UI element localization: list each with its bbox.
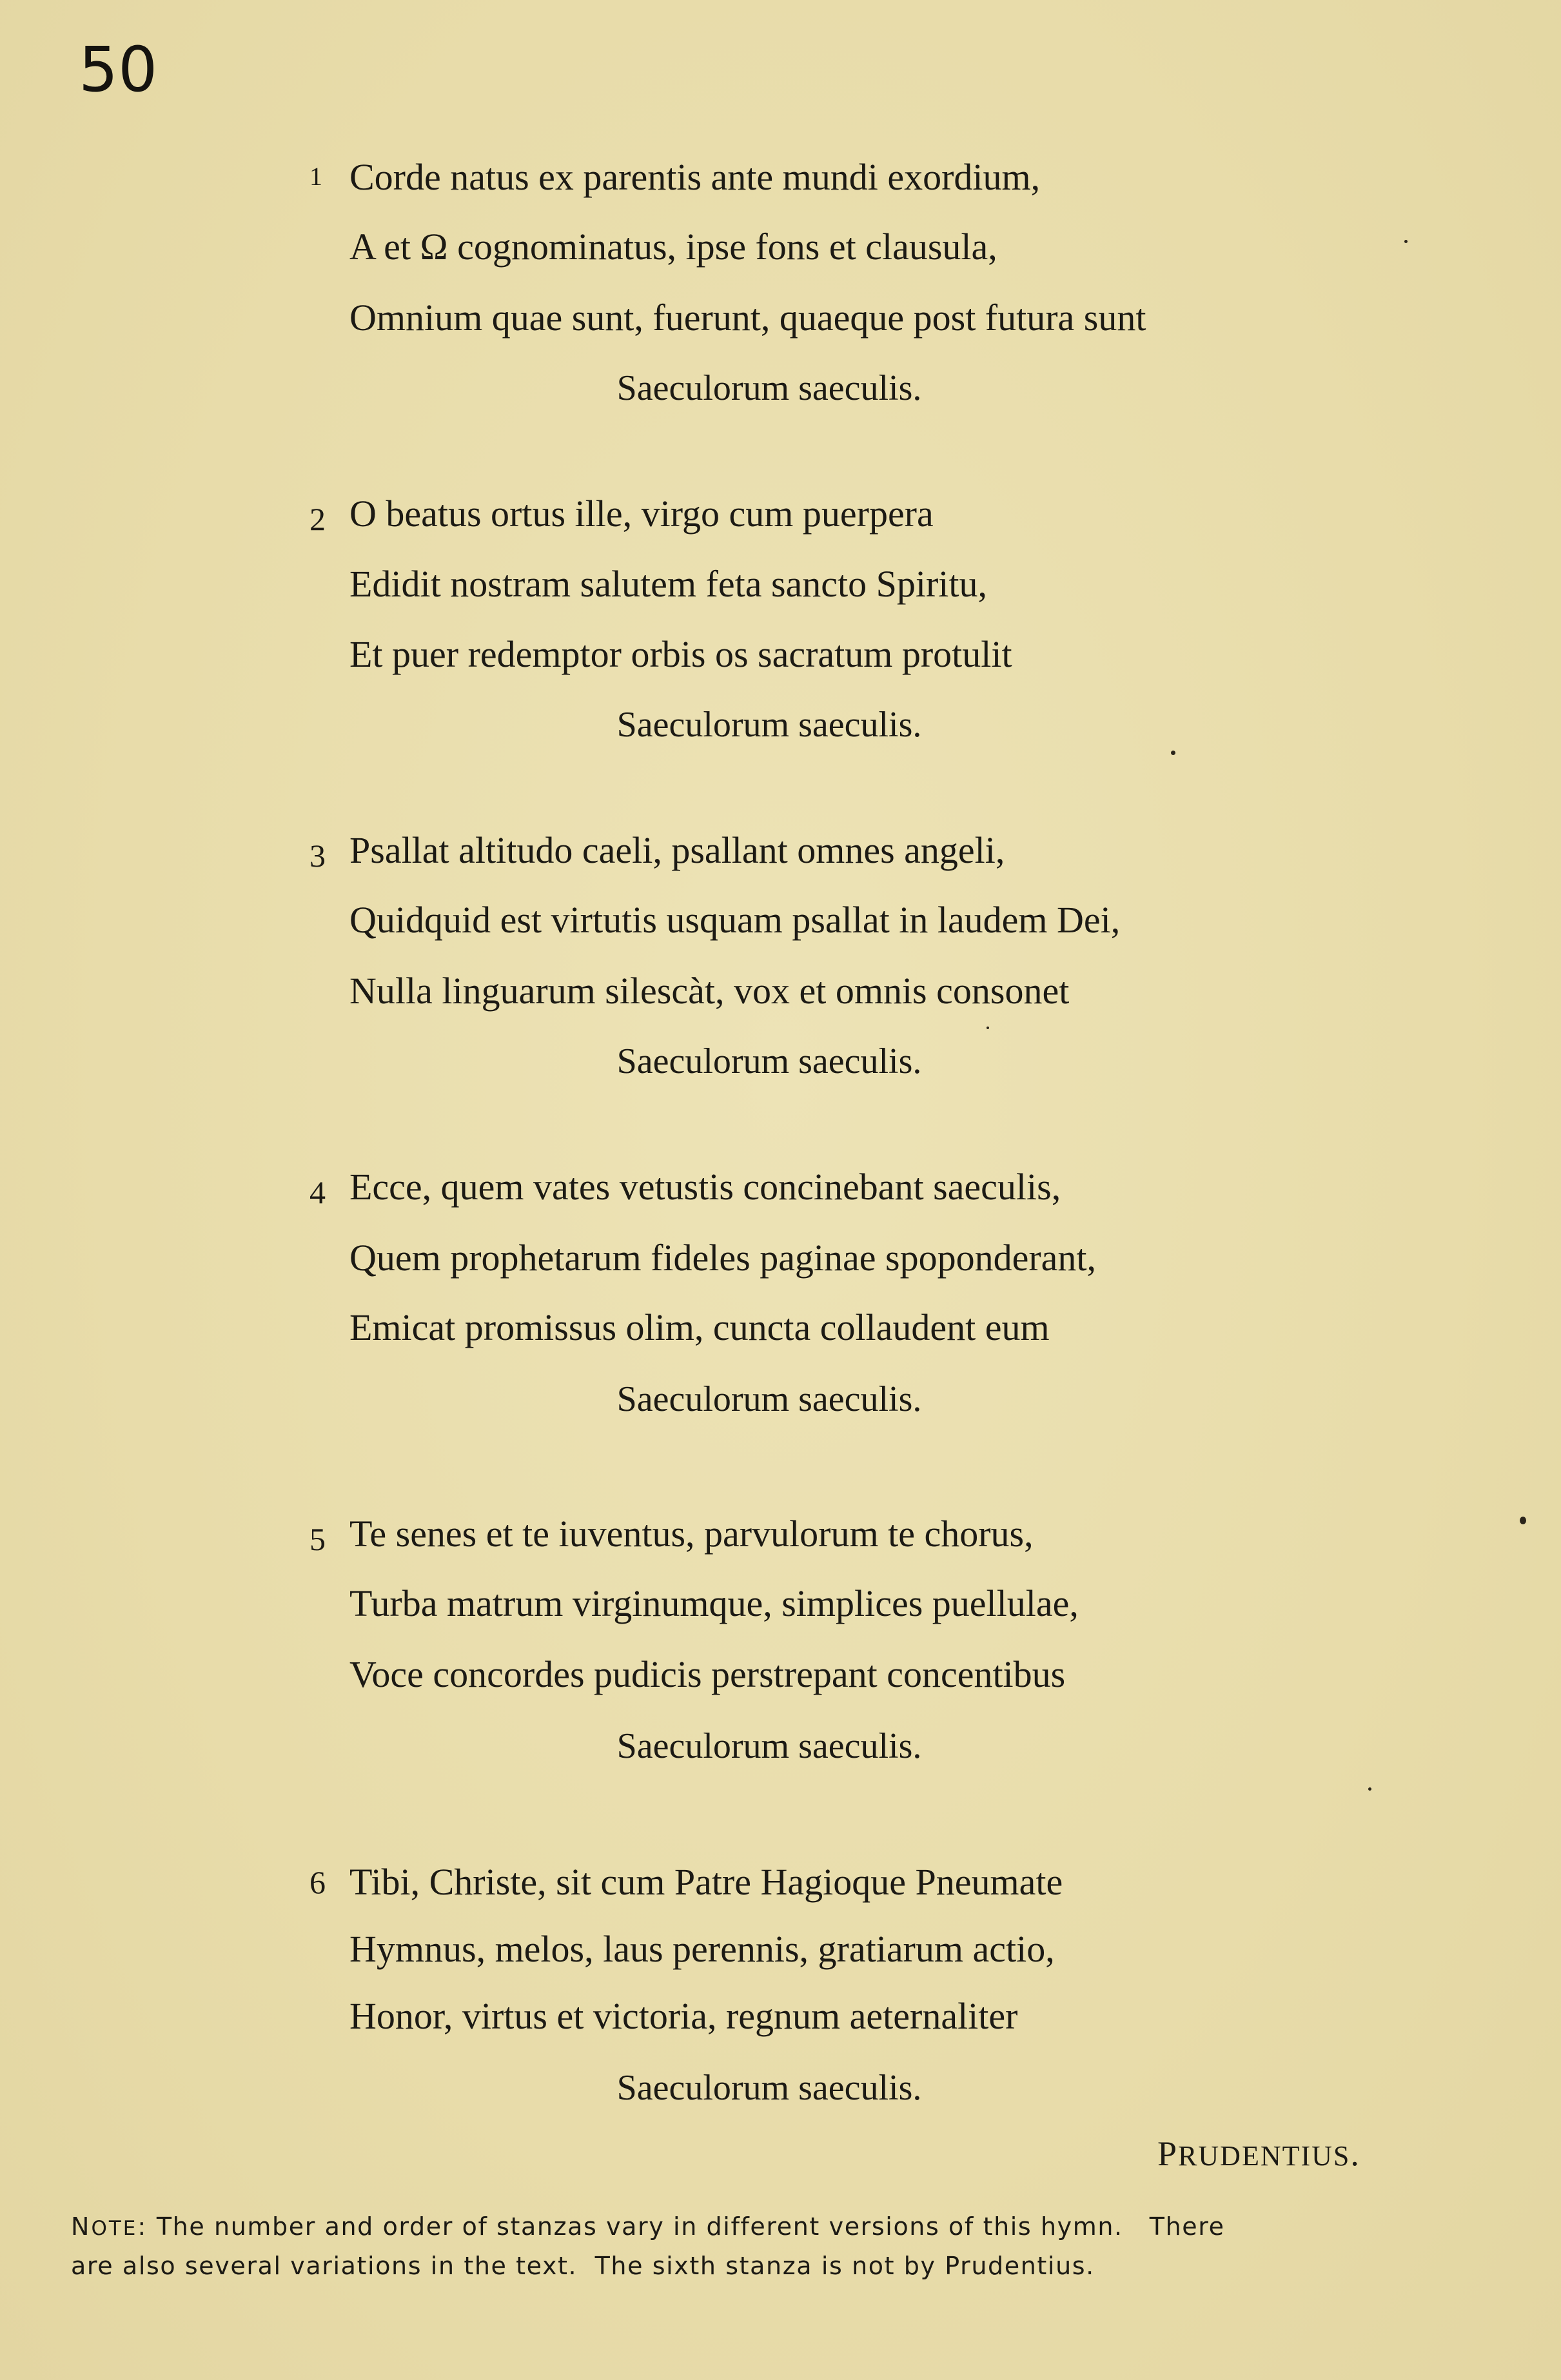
verse-line: Ecce, quem vates vetustis concinebant saeculis, — [349, 1166, 1061, 1208]
page-number: 50 — [79, 34, 158, 106]
note-label — [71, 2212, 148, 2241]
scan-speck — [1520, 1517, 1526, 1524]
stanza-number: 5 — [309, 1521, 326, 1557]
verse-line: Edidit nostram salutem feta sancto Spiritu, — [349, 563, 988, 605]
verse-line: A et Ω cognominatus, ipse fons et clausula, — [349, 226, 997, 268]
verse-line: Te senes et te iuventus, parvulorum te chorus, — [349, 1513, 1034, 1555]
author-initial: P — [1157, 2134, 1179, 2173]
scan-speck — [1368, 1787, 1371, 1791]
verse-line: Turba matrum virginumque, simplices puellulae, — [349, 1582, 1079, 1624]
stanza-number: 3 — [309, 838, 326, 874]
verse-line: Quidquid est virtutis usquam psallat in laudem Dei, — [349, 899, 1121, 941]
note-label-small-caps: OTE — [91, 2217, 138, 2240]
verse-line: Omnium quae sunt, fuerunt, quaeque post futura sunt — [349, 297, 1146, 339]
scan-speck — [1171, 751, 1175, 755]
author-attribution — [1157, 2136, 1360, 2171]
refrain-line: Saeculorum saeculis. — [616, 368, 922, 408]
scan-speck — [1404, 240, 1408, 243]
scan-speck — [987, 1027, 989, 1029]
stanza-number: 4 — [309, 1174, 326, 1210]
note-label-colon: : — [137, 2212, 148, 2241]
footnote-line-1 — [71, 2208, 1457, 2247]
author-name-small-caps: RUDENTIUS — [1178, 2140, 1351, 2172]
verse-line: Hymnus, melos, laus perennis, gratiarum actio, — [349, 1928, 1055, 1970]
stanza-number: 1 — [309, 162, 322, 191]
refrain-line: Saeculorum saeculis. — [616, 1379, 922, 1419]
footnote-line-2: are also several variations in the text. The sixth stanza is not by Prudentius. — [71, 2252, 1095, 2280]
stanza-number: 6 — [309, 1864, 326, 1900]
verse-line: Psallat altitudo caeli, psallant omnes angeli, — [349, 829, 1005, 871]
verse-line: Corde natus ex parentis ante mundi exordium, — [349, 156, 1041, 198]
refrain-line: Saeculorum saeculis. — [616, 2068, 922, 2108]
refrain-line: Saeculorum saeculis. — [616, 705, 922, 745]
verse-line: O beatus ortus ille, virgo cum puerpera — [349, 493, 934, 535]
note-label-initial: N — [71, 2212, 92, 2241]
footnote — [71, 2208, 1457, 2285]
verse-line: Tibi, Christe, sit cum Patre Hagioque Pneumate — [349, 1861, 1063, 1903]
author-period: . — [1350, 2134, 1360, 2173]
note-text-1: The number and order of stanzas vary in different versions of this hymn. There — [156, 2212, 1225, 2241]
verse-line: Emicat promissus olim, cuncta collaudent eum — [349, 1306, 1050, 1348]
stanza-number: 2 — [309, 501, 326, 537]
verse-line: Nulla linguarum silescàt, vox et omnis consonet — [349, 970, 1070, 1012]
verse-line: Quem prophetarum fideles paginae spoponderant, — [349, 1237, 1097, 1279]
refrain-line: Saeculorum saeculis. — [616, 1041, 922, 1081]
verse-line: Honor, virtus et victoria, regnum aeternaliter — [349, 1995, 1018, 2037]
verse-line: Voce concordes pudicis perstrepant concentibus — [349, 1653, 1066, 1695]
verse-line: Et puer redemptor orbis os sacratum protulit — [349, 633, 1012, 675]
refrain-line: Saeculorum saeculis. — [616, 1726, 922, 1766]
